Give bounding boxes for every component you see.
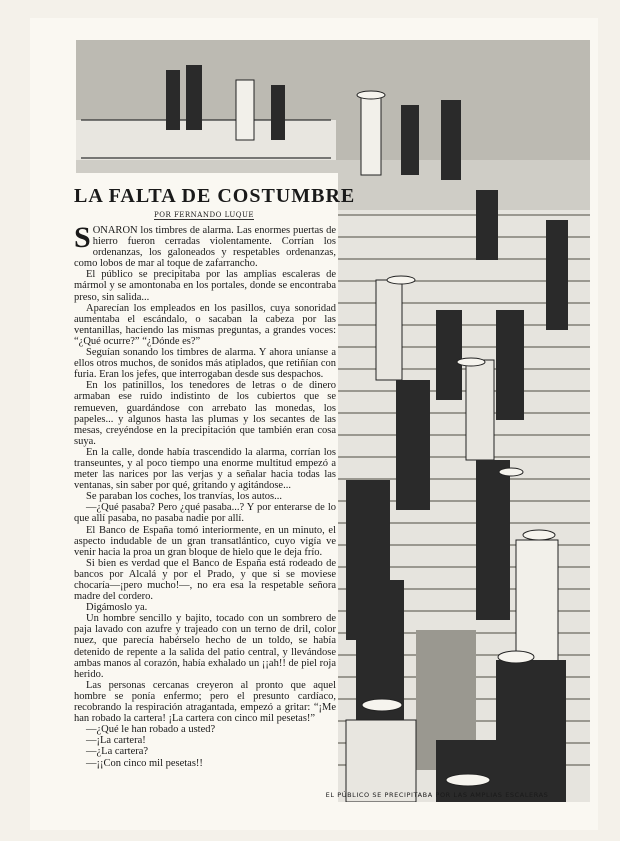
dialogue-line: —¿La cartera? bbox=[86, 746, 149, 758]
dialogue-line: —¡La cartera! bbox=[86, 735, 146, 747]
drop-cap: S bbox=[74, 221, 91, 254]
article-title: LA FALTA DE COSTUMBRE bbox=[74, 185, 356, 207]
dialogue-line: —¡¡Con cinco mil pesetas!! bbox=[86, 757, 203, 769]
byline-text: POR FERNANDO LUQUE bbox=[154, 211, 254, 219]
magazine-page bbox=[30, 18, 598, 830]
paragraph: En la calle, donde había trascendido la alarma, corrían los transeuntes, y al poco tiempo una enorme multitud empezó a meter las narices por las verjas y a señalar hacia todas las ventanas, sin saber por qué, gritando y agitándose... bbox=[74, 446, 336, 492]
paragraph: Un hombre sencillo y bajito, tocado con un sombrero de paja lavado con azufre y trajeado con un terno de dril, color nuez, que parecía habérselo hecho de un toldo, se había detenido de repente a la salida del patio central, y llevándose ambas manos al corazón, había exhalado un ¡¡ah!! de piel roja herido. bbox=[74, 613, 336, 680]
paragraph: El Banco de España tomó interiormente, en un minuto, el aspecto indudable de un gran transatlántico, cuyo vigía ve venir hacia la proa un gran bloque de hielo que le deja frío. bbox=[74, 524, 336, 558]
paragraph: El público se precipitaba por las amplias escaleras de mármol y se amontonaba en los portales, donde se encontraba preso, sin salida... bbox=[74, 269, 336, 303]
paragraph: Las personas cercanas creyeron al pronto que aquel hombre se ponía enfermo; pero el presunto cardíaco, recobrando la respiración atragantada, empezó a gritar: “¡Me han robado la cartera! ¡La cartera con cinco mil pesetas!” bbox=[74, 679, 336, 725]
article-body bbox=[74, 221, 336, 769]
paragraph: En los patinillos, los tenedores de letras o de dinero armaban ese ruido indistinto de los cubiertos que se remueven, guardándose con arrebato las monedas, los papeles... y algunos hasta las plumas y los secantes de las mesas, creyéndose en la precipitación que también eran cosa suya. bbox=[74, 380, 336, 447]
paragraph: Si bien es verdad que el Banco de España está rodeado de bancos por Alcalá y por el Prado, y que si se moviese chocaría—¡pero mucho!—, no era esa la respetable señora madre del cordero. bbox=[74, 557, 336, 603]
article-byline bbox=[74, 211, 334, 220]
paragraph: Seguían sonando los timbres de alarma. Y ahora uníanse a ellos otros muchos, de sonidos más atiplados, que retiñían con furia. Eran los jefes, que interrogaban desde sus despachos. bbox=[74, 347, 336, 381]
paragraph: Digámoslo ya. bbox=[86, 602, 148, 614]
illustration-caption: EL PÚBLICO SE PRECIPITABA POR LAS AMPLIAS ESCALERAS bbox=[325, 791, 549, 799]
article-column bbox=[66, 173, 356, 813]
paragraph: Se paraban los coches, los tranvías, los autos... bbox=[86, 491, 282, 503]
paragraph: SONARON los timbres de alarma. Las enormes puertas de hierro fueron cerradas violentamente. Corrían los ordenanzas, los galoneados y respetables ordenanzas, como lobos de mar al toque de zafarrancho. bbox=[74, 221, 336, 270]
paragraph: Aparecían los empleados en los pasillos, cuya sonoridad aumentaba el escándalo, o sacaban la cabeza por las ventanillas, haciendo las mismas preguntas, a grandes voces: “¿Qué ocurre?” “¿Dónde es?” bbox=[74, 302, 336, 347]
dialogue-line: —¿Qué le han robado a usted? bbox=[86, 724, 216, 736]
paragraph: —¿Qué pasaba? Pero ¿qué pasaba...? Y por enterarse de lo que allí pasaba, no pasaba nadie por allí. bbox=[74, 502, 336, 525]
